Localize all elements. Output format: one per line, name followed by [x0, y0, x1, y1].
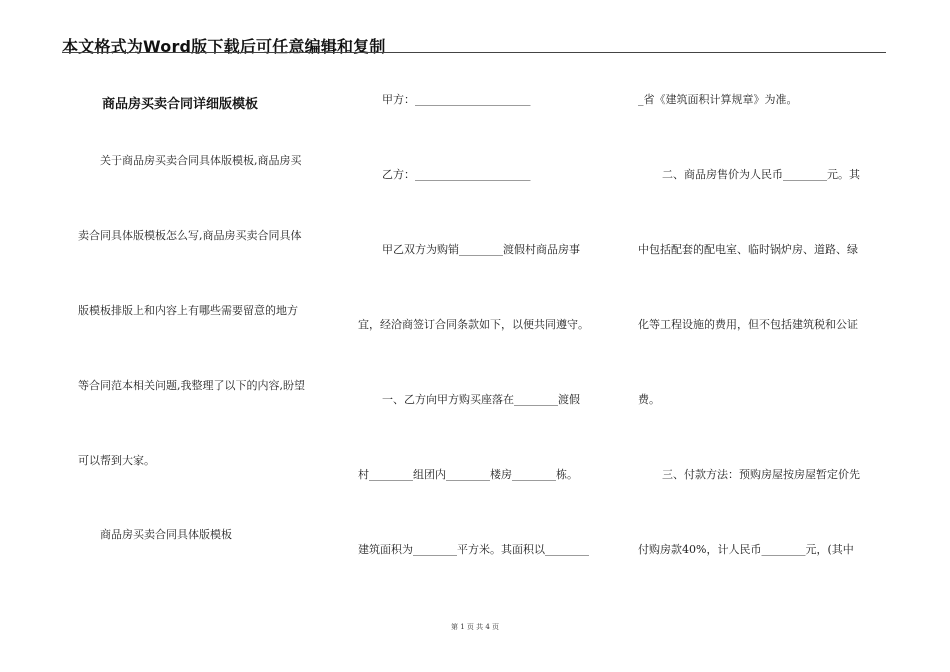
- col3-line: 化等工程设施的费用，但不包括建筑税和公证: [638, 318, 858, 331]
- col2-line: 甲方：_____________________: [382, 93, 531, 106]
- col3-line: _省《建筑面积计算规章》为准。: [638, 93, 798, 106]
- header-title: 本文格式为Word版下载后可任意编辑和复制: [62, 37, 386, 56]
- col2-line: 甲乙双方为购销________渡假村商品房事: [382, 243, 580, 256]
- col3-line: 付购房款40%，计人民币________元，(其中: [638, 543, 854, 556]
- col1-subheading: 商品房买卖合同具体版模板: [100, 528, 232, 541]
- col2-line: 宜，经洽商签订合同条款如下，以便共同遵守。: [358, 318, 589, 331]
- document-title: 商品房买卖合同详细版模板: [102, 97, 259, 112]
- col1-line: 关于商品房买卖合同具体版模板,商品房买: [100, 154, 302, 167]
- col2-line: 建筑面积为________平方米。其面积以________: [358, 543, 589, 556]
- col1-line: 等合同范本相关问题,我整理了以下的内容,盼望: [78, 379, 305, 392]
- col3-line: 三、付款方法：预购房屋按房屋暂定价先: [662, 468, 860, 481]
- page-number: 第 1 页 共 4 页: [450, 623, 500, 631]
- col1-line: 可以帮到大家。: [78, 454, 155, 467]
- col2-line: 村________组团内________楼房________栋。: [358, 468, 578, 481]
- col2-line: 乙方：_____________________: [382, 168, 531, 181]
- col2-line: 一、乙方向甲方购买座落在________渡假: [382, 393, 580, 406]
- col3-line: 二、商品房售价为人民币________元。其: [662, 168, 860, 181]
- col1-line: 卖合同具体版模板怎么写,商品房买卖合同具体: [78, 229, 302, 242]
- col3-line: 费。: [638, 393, 660, 406]
- col3-line: 中包括配套的配电室、临时锅炉房、道路、绿: [638, 243, 858, 256]
- col1-line: 版模板排版上和内容上有哪些需要留意的地方: [78, 304, 298, 317]
- header-divider: [62, 52, 886, 53]
